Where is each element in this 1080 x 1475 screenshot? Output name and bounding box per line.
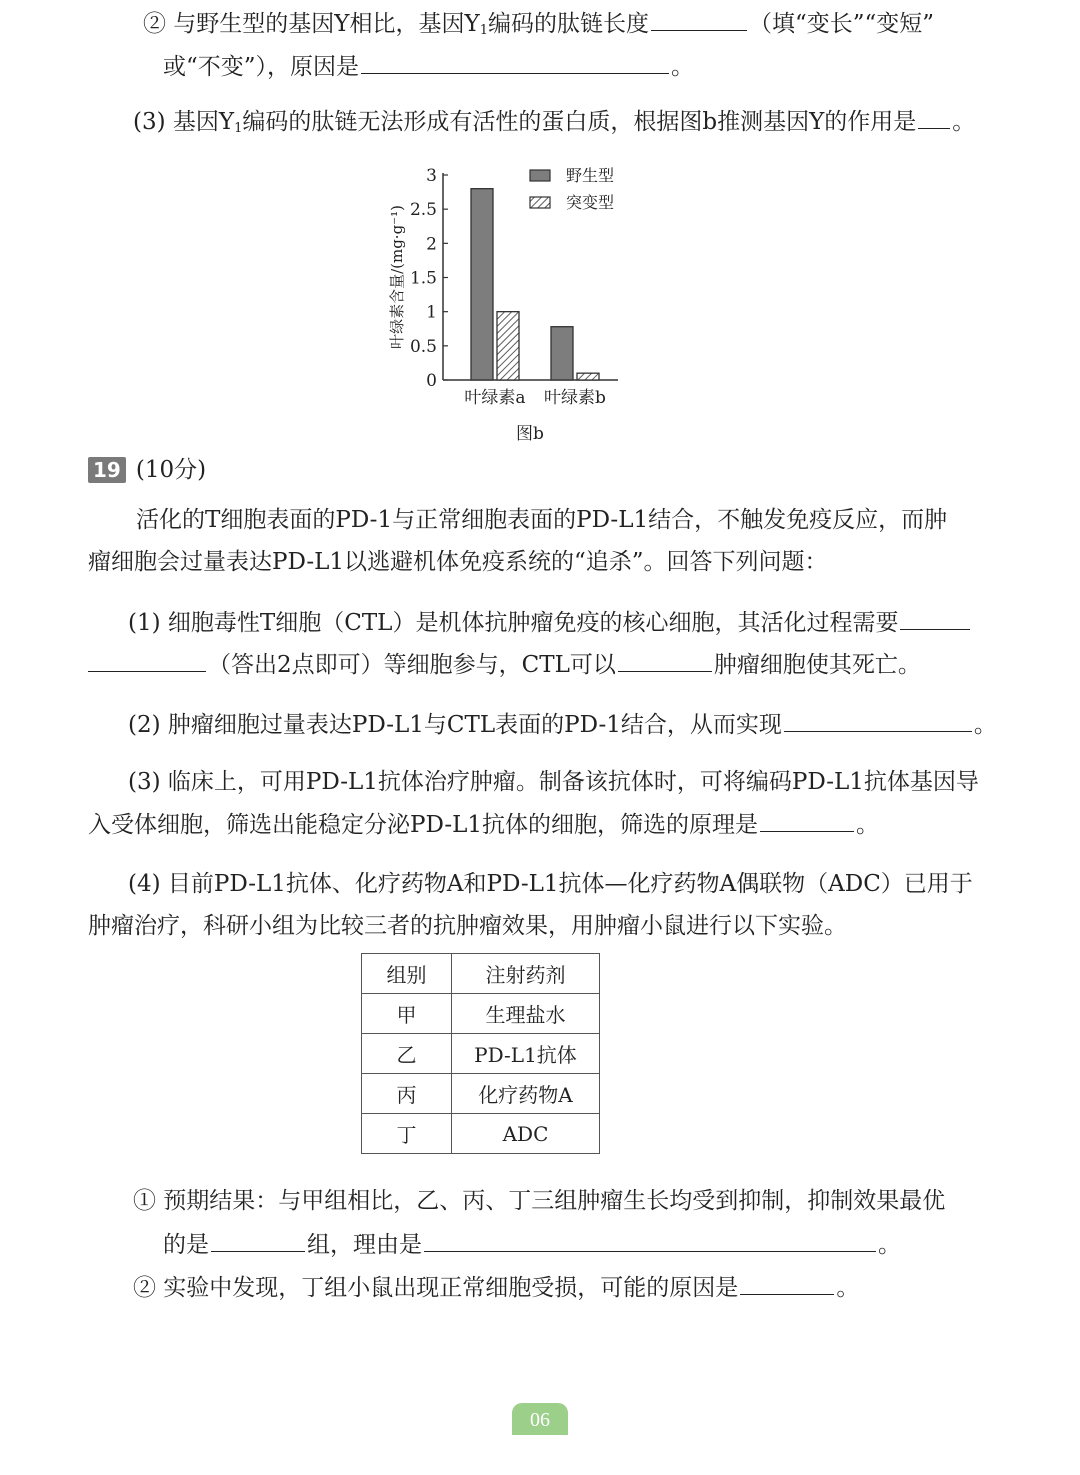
y-tick-label: 0.5 xyxy=(409,336,437,357)
q19-sub1-line1 xyxy=(128,607,972,638)
period: 。 xyxy=(878,1232,901,1258)
answer-blank[interactable] xyxy=(760,809,854,832)
q19-sub1-line2 xyxy=(88,649,921,680)
q19-sub1-text-b: （答出2点即可）等细胞参与，CTL可以 xyxy=(208,652,616,678)
q19-sub2 xyxy=(128,709,997,740)
answer-blank[interactable] xyxy=(211,1229,305,1252)
q18-sub2-text-c: （填“变长”“变短” xyxy=(748,11,935,37)
figure-caption: 图b xyxy=(516,424,544,444)
bar-mutant xyxy=(577,373,599,380)
q18-sub2-text-a: ② 与野生型的基因Y相比，基因Y xyxy=(143,11,480,37)
answer-blank[interactable] xyxy=(361,51,669,74)
y-tick-label: 0 xyxy=(426,371,437,391)
q19-sub1-text-a: (1) 细胞毒性T细胞（CTL）是机体抗肿瘤免疫的核心细胞，其活化过程需要 xyxy=(128,610,899,636)
table-row xyxy=(362,1074,600,1114)
q18-sub2-text-b: 编码的肽链长度 xyxy=(487,11,649,37)
table-cell-drug: 化疗药物A xyxy=(452,1074,600,1114)
legend-label: 突变型 xyxy=(566,193,615,212)
y-axis-label xyxy=(388,205,406,349)
table-header-drug: 注射药剂 xyxy=(452,954,600,994)
table-cell-drug: PD-L1抗体 xyxy=(452,1034,600,1074)
answer-blank[interactable] xyxy=(918,106,950,129)
x-tick-label: 叶绿素b xyxy=(544,388,606,408)
q19-sub1-text-c: 肿瘤细胞使其死亡。 xyxy=(713,652,921,678)
q18-sub3-text-b: 编码的肽链无法形成有活性的蛋白质，根据图b推测基因Y的作用是 xyxy=(242,109,917,135)
experiment-table xyxy=(361,953,600,1154)
bar-mutant xyxy=(497,312,519,380)
q18-sub3 xyxy=(133,106,975,144)
table-header-row xyxy=(362,954,600,994)
answer-blank[interactable] xyxy=(784,709,972,732)
y-tick-label: 2 xyxy=(426,234,437,255)
question-score: (10分) xyxy=(135,457,207,483)
chart-legend xyxy=(530,166,614,212)
period: 。 xyxy=(952,109,976,135)
period: 。 xyxy=(836,1275,860,1301)
q19-sub4-line2: 肿瘤治疗，科研小组为比较三者的抗肿瘤效果，用肿瘤小鼠进行以下实验。 xyxy=(88,913,847,939)
y-axis-label-text: 叶绿素含量/(mg·g⁻¹) xyxy=(388,205,406,349)
q19-sub3-line2 xyxy=(88,809,879,840)
period: 。 xyxy=(856,812,880,838)
table-header-group: 组别 xyxy=(362,954,452,994)
subscript: 1 xyxy=(479,23,488,38)
question-number-badge: 19 xyxy=(88,457,126,483)
answer-blank[interactable] xyxy=(740,1272,834,1295)
answer-blank[interactable] xyxy=(900,607,970,630)
table-cell-drug: 生理盐水 xyxy=(452,994,600,1034)
q19-intro-line1: 活化的T细胞表面的PD-1与正常细胞表面的PD-L1结合，不触发免疫反应，而肿 xyxy=(136,507,948,533)
q19-sub3-text: 入受体细胞，筛选出能稳定分泌PD-L1抗体的细胞，筛选的原理是 xyxy=(88,812,759,838)
q19-sub3-line1: (3) 临床上，可用PD-L1抗体治疗肿瘤。制备该抗体时，可将编码PD-L1抗体基因导 xyxy=(128,769,979,795)
figure-b-bar-chart xyxy=(380,160,650,450)
table-row xyxy=(362,1034,600,1074)
table-cell-group: 丁 xyxy=(362,1114,452,1154)
x-tick-label: 叶绿素a xyxy=(464,388,526,408)
table-cell-group: 甲 xyxy=(362,994,452,1034)
q19-result2-text: ② 实验中发现，丁组小鼠出现正常细胞受损，可能的原因是 xyxy=(133,1275,739,1301)
subscript: 1 xyxy=(234,121,243,136)
q19-result1-line2 xyxy=(163,1229,901,1260)
table-cell-group: 乙 xyxy=(362,1034,452,1074)
page-number: 06 xyxy=(512,1403,568,1435)
q19-header xyxy=(88,455,206,485)
legend-swatch xyxy=(530,197,550,208)
period: 。 xyxy=(671,54,695,80)
q19-sub4-line1: (4) 目前PD-L1抗体、化疗药物A和PD-L1抗体—化疗药物A偶联物（ADC）已用于 xyxy=(128,871,973,897)
y-tick-label: 3 xyxy=(426,166,437,186)
q19-result2 xyxy=(133,1272,859,1303)
bar-wildtype xyxy=(551,327,573,380)
legend-swatch xyxy=(530,170,550,181)
answer-blank[interactable] xyxy=(651,8,747,31)
q18-sub2-line2 xyxy=(163,51,694,82)
answer-blank[interactable] xyxy=(88,649,206,672)
y-tick-label: 1.5 xyxy=(409,268,437,289)
q19-result1-text-a: 的是 xyxy=(163,1232,209,1258)
chart-bars xyxy=(464,189,606,408)
q18-sub2-line1 xyxy=(143,8,934,46)
legend-label: 野生型 xyxy=(566,166,615,185)
y-tick-label: 2.5 xyxy=(409,200,437,221)
period: 。 xyxy=(973,712,997,738)
q19-result1-line1: ① 预期结果：与甲组相比，乙、丙、丁三组肿瘤生长均受到抑制，抑制效果最优 xyxy=(133,1188,946,1214)
answer-blank[interactable] xyxy=(618,649,712,672)
q19-intro-line2: 瘤细胞会过量表达PD-L1以逃避机体免疫系统的“追杀”。回答下列问题： xyxy=(88,549,828,575)
q19-sub2-text: (2) 肿瘤细胞过量表达PD-L1与CTL表面的PD-1结合，从而实现 xyxy=(128,712,782,738)
table-row xyxy=(362,1114,600,1154)
table-row xyxy=(362,994,600,1034)
q18-sub3-text-a: (3) 基因Y xyxy=(133,109,235,135)
table-cell-drug: ADC xyxy=(452,1114,600,1154)
answer-blank[interactable] xyxy=(424,1229,876,1252)
q19-result1-text-b: 组，理由是 xyxy=(307,1232,422,1258)
q18-sub2-text-d: 或“不变”），原因是 xyxy=(163,54,360,80)
y-tick-label: 1 xyxy=(426,302,437,323)
bar-wildtype xyxy=(471,189,493,380)
table-cell-group: 丙 xyxy=(362,1074,452,1114)
